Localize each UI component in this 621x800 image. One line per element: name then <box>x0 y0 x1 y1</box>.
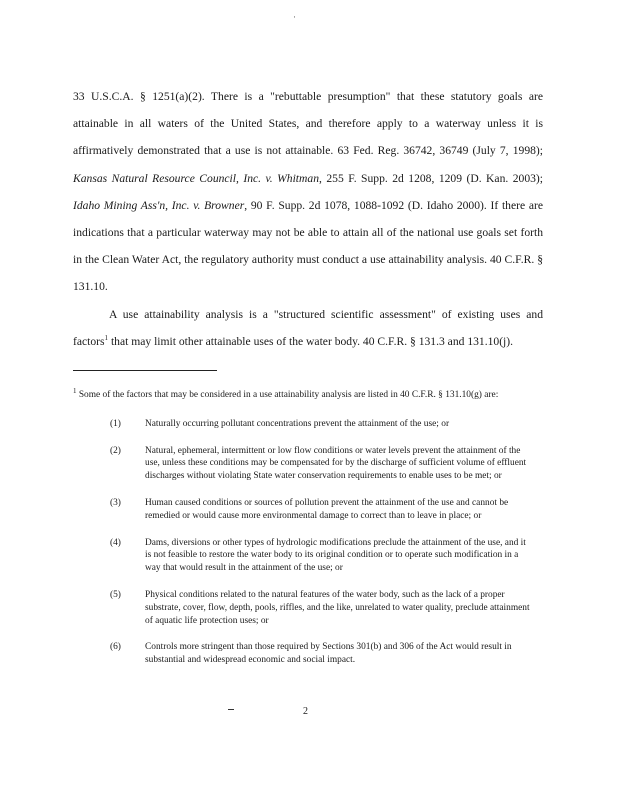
factor-item-4 <box>73 537 543 575</box>
factor-text: Controls more stringent than those required by Sections 301(b) and 306 of the Act would result in substantial and widespread economic and social impact. <box>145 642 512 666</box>
case-citation-kansas: Kansas Natural Resource Council, Inc. v. Whitman <box>73 171 319 185</box>
factor-number: (2) <box>110 445 121 456</box>
paragraph-1-text-a: 33 U.S.C.A. § 1251(a)(2). There is a "rebuttable presumption" that these statutory goals are attainable in all waters of the United States, and therefore apply to a waterway unless it is affirmatively demonstrated that a use is not attainable. 63 Fed. Reg. 36742, 36749 (July 7, 1998); <box>73 90 543 158</box>
factor-number: (5) <box>110 589 121 600</box>
factor-text: Naturally occurring pollutant concentrations prevent the attainment of the use; or <box>145 418 450 429</box>
paragraph-1-text-b: , 255 F. Supp. 2d 1208, 1209 (D. Kan. 2003); <box>319 171 543 185</box>
page-top-mark: · <box>293 12 296 22</box>
factor-item-1 <box>73 418 543 431</box>
paragraph-1 <box>73 83 543 301</box>
factor-list <box>73 418 543 667</box>
factor-number: (1) <box>110 418 121 429</box>
paragraph-1-text-c: , 90 F. Supp. 2d 1078, 1088-1092 (D. Idaho 2000). If there are indications that a particular waterway may not be able to attain all of the national use goals set forth in the Clean Water Act, the regulatory authority must conduct a use attainability analysis. 40 C.F.R. § 131.10. <box>73 198 543 294</box>
paragraph-2 <box>73 301 543 355</box>
page-dash-mark <box>228 709 234 710</box>
footnote-separator <box>73 370 217 371</box>
factor-number: (3) <box>110 497 121 508</box>
factor-number: (6) <box>110 642 121 653</box>
footnote-intro <box>73 386 543 402</box>
paragraph-2-text-b: that may limit other attainable uses of the water body. 40 C.F.R. § 131.3 and 131.10(j). <box>108 334 514 348</box>
footnote-intro-text: Some of the factors that may be considered in a use attainability analysis are listed in 40 C.F.R. § 131.10(g) are: <box>76 390 499 400</box>
paragraph-2-text-a: A use attainability analysis is a "structured scientific assessment" of existing uses and factors <box>73 307 543 348</box>
footnote-reference: 1 <box>104 333 109 342</box>
factor-text: Dams, diversions or other types of hydrologic modifications preclude the attainment of the use, and it is not feasible to restore the water body to its original condition or to operate such modification in a way that would result in the attainment of the use; or <box>145 537 526 574</box>
factor-text: Human caused conditions or sources of pollution prevent the attainment of the use and cannot be remedied or would cause more environmental damage to correct than to leave in place; or <box>145 497 509 521</box>
factor-number: (4) <box>110 537 121 548</box>
footnote-marker: 1 <box>73 386 77 395</box>
page-number: 2 <box>303 706 308 717</box>
factor-text: Natural, ephemeral, intermittent or low flow conditions or water levels prevent the attainment of the use, unless these conditions may be compensated for by the discharge of sufficient volume of effluent discharges without violating State water conservation requirements to enable uses to be met; or <box>145 445 527 482</box>
factor-item-2 <box>73 445 543 483</box>
case-citation-idaho: Idaho Mining Ass'n, Inc. v. Browner <box>73 198 245 212</box>
footnote <box>73 386 543 667</box>
factor-text: Physical conditions related to the natural features of the water body, such as the lack of a proper substrate, cover, flow, depth, pools, riffles, and the like, unrelated to water quality, preclude attainment of aquatic life protection uses; or <box>145 589 530 626</box>
body-text <box>73 83 543 355</box>
factor-item-5 <box>73 589 543 627</box>
factor-item-3 <box>73 497 543 523</box>
factor-item-6 <box>73 641 543 667</box>
